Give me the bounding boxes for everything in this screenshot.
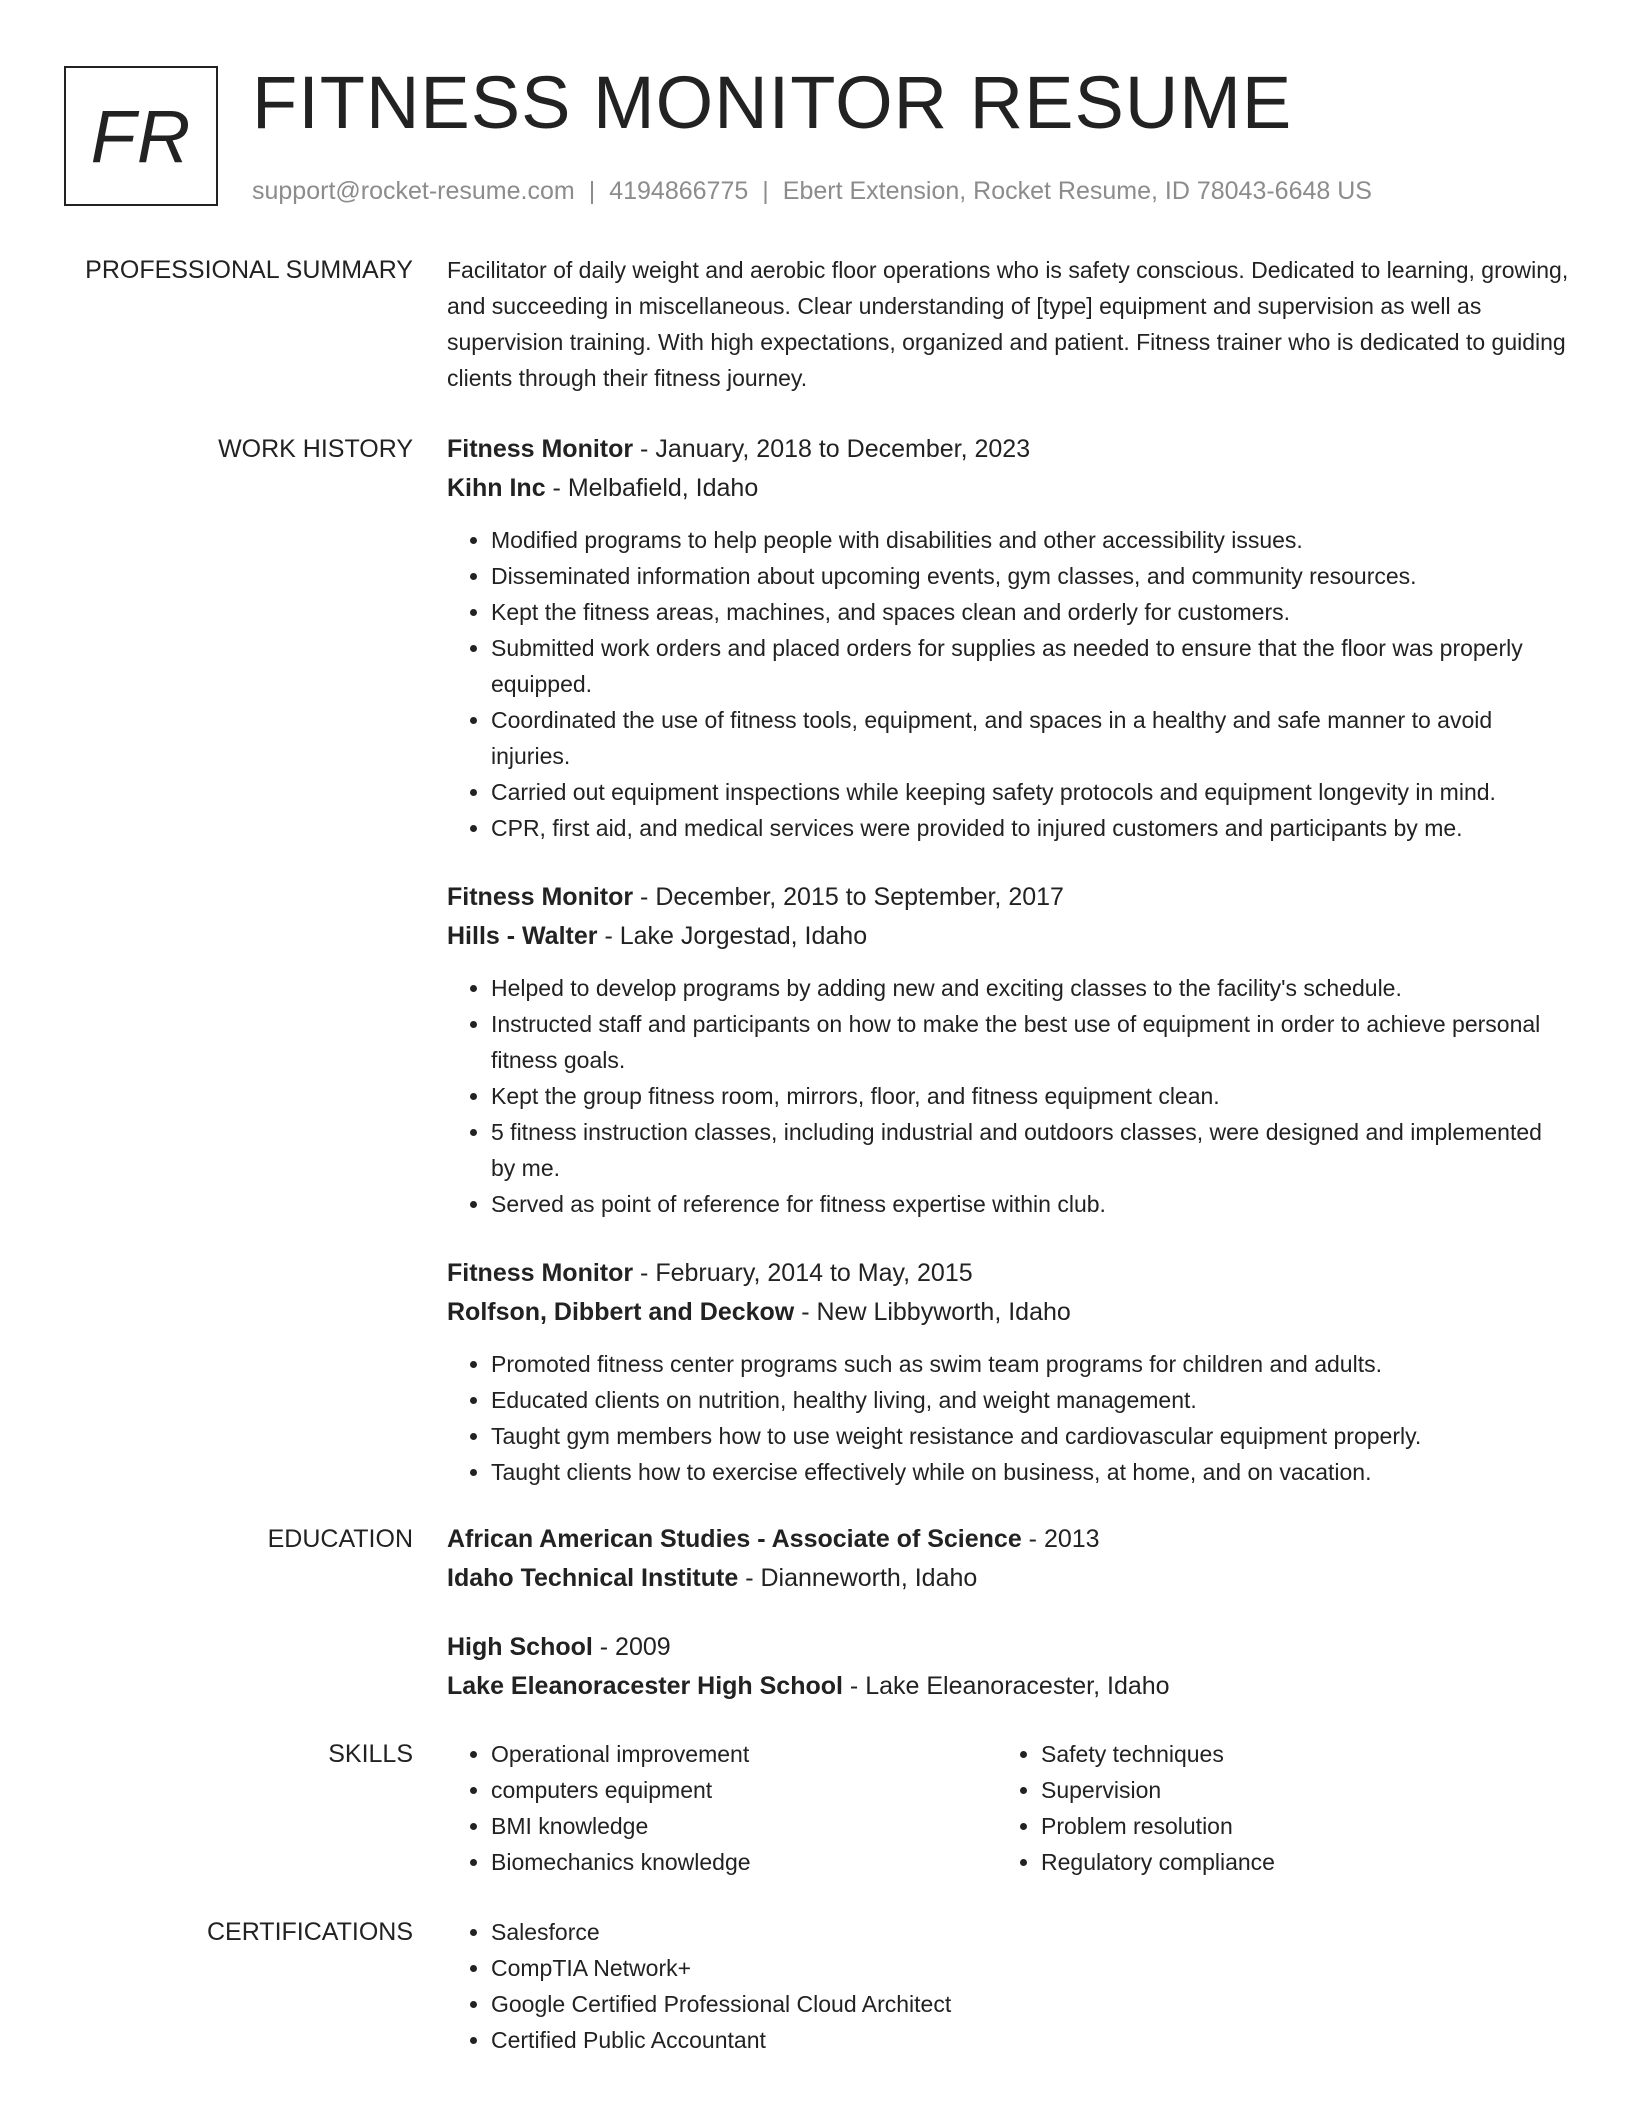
contact-separator: | <box>588 177 596 205</box>
job-bullet: • Promoted fitness center programs such as swim team programs for children and adults. <box>491 1346 1571 1382</box>
job-entry <box>447 430 1571 846</box>
job-bullet: • Carried out equipment inspections while keeping safety protocols and equipment longevity in mind. <box>491 774 1571 810</box>
job-bullet: • Taught gym members how to use weight resistance and cardiovascular equipment properly. <box>491 1418 1571 1454</box>
summary-section <box>0 252 1632 430</box>
certifications-section <box>0 1914 1632 2058</box>
degree-year: - 2013 <box>1021 1525 1100 1553</box>
skill-item: • BMI knowledge <box>491 1808 997 1844</box>
certification-item: • Salesforce <box>491 1914 1571 1950</box>
job-title-line <box>447 878 1571 917</box>
job-bullets <box>447 522 1571 846</box>
school-line <box>447 1559 1571 1598</box>
summary-text: Facilitator of daily weight and aerobic floor operations who is safety conscious. Dedicated to learning, growing, and succeeding in miscellaneous. Clear understanding of [type] equipment and supervision as well as supervision training. With high expectations, organized and patient. Fitness trainer who is dedicated to guiding clients through their fitness journey. <box>447 257 1569 391</box>
job-bullet: • Kept the group fitness room, mirrors, floor, and fitness equipment clean. <box>491 1078 1571 1114</box>
section-label-work: WORK HISTORY <box>218 435 413 463</box>
contact-line <box>252 174 1372 208</box>
job-title-line <box>447 1254 1571 1293</box>
skill-item: • Safety techniques <box>1041 1736 1275 1772</box>
skills-column <box>447 1736 997 1880</box>
skills-column <box>997 1736 1275 1880</box>
job-bullet: • Modified programs to help people with disabilities and other accessibility issues. <box>491 522 1571 558</box>
certification-item: • CompTIA Network+ <box>491 1950 1571 1986</box>
contact-phone: 4194866775 <box>609 177 749 205</box>
skill-item: • Problem resolution <box>1041 1808 1275 1844</box>
job-bullets <box>447 1346 1571 1490</box>
monogram-badge: FR <box>64 66 218 206</box>
job-bullet: • Kept the fitness areas, machines, and spaces clean and orderly for customers. <box>491 594 1571 630</box>
job-company-line <box>447 1293 1571 1332</box>
skills-section <box>0 1736 1632 1880</box>
resume-body <box>0 252 1632 2058</box>
job-title-line <box>447 430 1571 469</box>
job-bullets <box>447 970 1571 1222</box>
job-dates: - December, 2015 to September, 2017 <box>633 883 1064 911</box>
certification-item: • Certified Public Accountant <box>491 2022 1571 2058</box>
contact-address: Ebert Extension, Rocket Resume, ID 78043-6648 US <box>782 177 1372 205</box>
section-label-skills: SKILLS <box>328 1740 413 1768</box>
skill-item: • computers equipment <box>491 1772 997 1808</box>
certification-item: • Google Certified Professional Cloud Architect <box>491 1986 1571 2022</box>
job-bullet: • Submitted work orders and placed orders for supplies as needed to ensure that the floor was properly equipped. <box>491 630 1571 702</box>
contact-separator: | <box>762 177 769 205</box>
degree-line <box>447 1520 1571 1559</box>
degree-year: - 2009 <box>592 1633 671 1661</box>
skill-item: • Regulatory compliance <box>1041 1844 1275 1880</box>
job-company: Kihn Inc <box>447 474 546 502</box>
education-entry <box>447 1628 1571 1706</box>
skill-item: • Biomechanics knowledge <box>491 1844 997 1880</box>
job-company-line <box>447 469 1571 508</box>
section-label-summary: PROFESSIONAL SUMMARY <box>85 256 413 284</box>
job-bullet: • CPR, first aid, and medical services were provided to injured customers and participants by me. <box>491 810 1571 846</box>
degree-name: High School <box>447 1633 593 1661</box>
education-entry <box>447 1520 1571 1598</box>
job-bullet: • Served as point of reference for fitness expertise within club. <box>491 1186 1571 1222</box>
job-title: Fitness Monitor <box>447 1259 634 1287</box>
degree-name: African American Studies - Associate of Science <box>447 1525 1022 1553</box>
job-location: - New Libbyworth, Idaho <box>794 1298 1071 1326</box>
job-company-line <box>447 917 1571 956</box>
job-bullet: • Taught clients how to exercise effectively while on business, at home, and on vacation. <box>491 1454 1571 1490</box>
school-location: - Lake Eleanoracester, Idaho <box>842 1672 1170 1700</box>
school-location: - Dianneworth, Idaho <box>738 1564 978 1592</box>
job-title: Fitness Monitor <box>447 435 634 463</box>
school-line <box>447 1667 1571 1706</box>
skill-item: • Operational improvement <box>491 1736 997 1772</box>
job-bullet: • Disseminated information about upcoming events, gym classes, and community resources. <box>491 558 1571 594</box>
job-bullet: • Coordinated the use of fitness tools, equipment, and spaces in a healthy and safe manner to avoid injuries. <box>491 702 1571 774</box>
job-bullet: • Instructed staff and participants on how to make the best use of equipment in order to achieve personal fitness goals. <box>491 1006 1571 1078</box>
job-bullet: • Helped to develop programs by adding new and exciting classes to the facility's schedule. <box>491 970 1571 1006</box>
job-dates: - February, 2014 to May, 2015 <box>633 1259 973 1287</box>
job-bullet: • 5 fitness instruction classes, including industrial and outdoors classes, were designed and implemented by me. <box>491 1114 1571 1186</box>
job-location: - Lake Jorgestad, Idaho <box>597 922 868 950</box>
job-bullet: • Educated clients on nutrition, healthy living, and weight management. <box>491 1382 1571 1418</box>
school-name: Lake Eleanoracester High School <box>447 1672 843 1700</box>
job-entry <box>447 1254 1571 1490</box>
degree-line <box>447 1628 1571 1667</box>
work-history-section <box>0 430 1632 1490</box>
contact-email: support@rocket-resume.com <box>252 177 575 205</box>
job-title: Fitness Monitor <box>447 883 634 911</box>
section-label-certifications: CERTIFICATIONS <box>206 1918 413 1946</box>
job-location: - Melbafield, Idaho <box>545 474 759 502</box>
section-label-education: EDUCATION <box>267 1525 413 1553</box>
job-company: Hills - Walter <box>447 922 598 950</box>
job-dates: - January, 2018 to December, 2023 <box>633 435 1031 463</box>
job-company: Rolfson, Dibbert and Deckow <box>447 1298 795 1326</box>
certifications-list <box>447 1914 1571 2058</box>
school-name: Idaho Technical Institute <box>447 1564 739 1592</box>
education-section <box>0 1520 1632 1706</box>
resume-title: FITNESS MONITOR RESUME <box>252 61 1293 144</box>
skill-item: • Supervision <box>1041 1772 1275 1808</box>
job-entry <box>447 878 1571 1222</box>
